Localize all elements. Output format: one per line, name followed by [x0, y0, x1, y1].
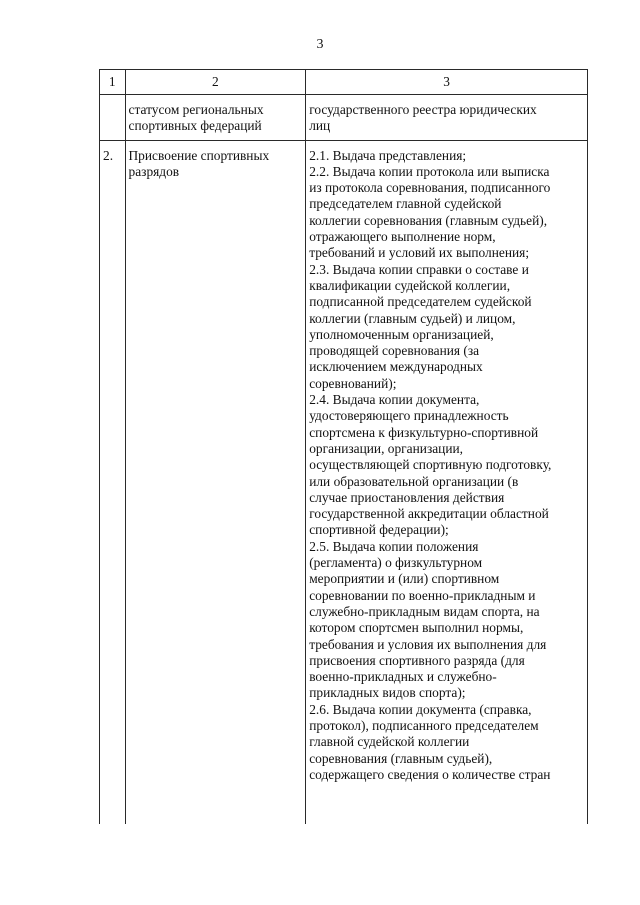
service-content-line: подписанной председателем судейской — [309, 294, 532, 310]
service-content-line: удостоверяющего принадлежность — [309, 408, 509, 424]
service-content-line: требования и условия их выполнения для — [309, 636, 547, 652]
services-table — [99, 69, 588, 824]
table-row — [100, 140, 588, 824]
service-content-line: квалификации судейской коллегии, — [309, 277, 511, 293]
service-content-line: присвоения спортивного разряда (для — [309, 652, 525, 668]
service-content-line: лиц — [309, 118, 331, 134]
service-content-line: требований и условий их выполнения; — [309, 245, 530, 261]
row-number-cell — [100, 95, 126, 141]
service-name-line: статусом региональных — [128, 102, 264, 117]
service-content-line: организации, организации, — [309, 440, 464, 456]
service-content-cell — [306, 140, 588, 824]
service-content-line: служебно-прикладным видам спорта, на — [309, 603, 540, 619]
service-content-line: котором спортсмен выполнил нормы, — [309, 620, 524, 636]
service-content-line: коллегии соревнования (главным судьей), — [309, 212, 548, 228]
service-content-line: спортивной федерации); — [309, 522, 449, 538]
page-number: 3 — [316, 37, 324, 52]
service-content-line: коллегии (главным судьей) и лицом, — [309, 310, 516, 326]
service-content-line: мероприятии и (или) спортивном — [309, 571, 500, 587]
service-content-line: содержащего сведения о количестве стран — [309, 766, 551, 782]
row-number-cell: 2. — [100, 140, 126, 824]
service-content-line: или образовательной организации (в — [309, 473, 519, 489]
service-content-line: спортсмена к физкультурно-спортивной — [309, 424, 539, 440]
service-content-line: 2.3. Выдача копии справки о составе и — [309, 261, 529, 277]
service-content-line: отражающего выполнение норм, — [309, 229, 496, 245]
service-content-line: проводящей соревнования (за — [309, 343, 480, 359]
service-content-line: 2.5. Выдача копии положения — [309, 538, 479, 554]
table-header-row — [100, 70, 588, 95]
service-content-line: 2.4. Выдача копии документа, — [309, 392, 480, 408]
service-content-line: осуществляющей спортивную подготовку, — [309, 457, 552, 473]
service-content-line: соревнования (главным судьей), — [309, 750, 493, 766]
service-content-line: государственного реестра юридических — [309, 102, 537, 117]
header-col-1: 1 — [100, 70, 126, 95]
service-content-line: соревнований); — [309, 375, 397, 391]
service-content-line: военно-прикладных и служебно- — [309, 669, 497, 685]
service-content-line: (регламента) о физкультурном — [309, 555, 483, 571]
service-name-line: Присвоение спортивных — [128, 147, 270, 163]
service-content-line: из протокола соревнования, подписанного — [309, 180, 551, 196]
service-content-line: соревновании по военно-прикладным и — [309, 587, 536, 603]
service-content-line: случае приостановления действия — [309, 489, 505, 505]
table-row — [100, 95, 588, 141]
service-content-line: уполномоченным организацией, — [309, 326, 494, 342]
service-content-line: исключением международных — [309, 359, 483, 375]
service-content-line: протокол), подписанного председателем — [309, 717, 539, 733]
header-col-2: 2 — [125, 70, 306, 95]
service-content-line: 2.2. Выдача копии протокола или выписка — [309, 163, 550, 179]
service-content-line: государственной аккредитации областной — [309, 506, 549, 522]
service-content-line: главной судейской коллегии — [309, 734, 470, 750]
service-name-cell — [125, 95, 306, 141]
header-col-3: 3 — [306, 70, 588, 95]
service-content-cell — [306, 95, 588, 141]
service-content-line: председателем главной судейской — [309, 196, 502, 212]
service-name-cell — [125, 140, 306, 824]
service-content-line: 2.1. Выдача представления; — [309, 147, 467, 163]
service-content-line: 2.6. Выдача копии документа (справка, — [309, 701, 532, 717]
service-content-line: прикладных видов спорта); — [309, 685, 466, 701]
service-name-line: разрядов — [128, 163, 180, 179]
service-name-line: спортивных федераций — [128, 118, 262, 134]
